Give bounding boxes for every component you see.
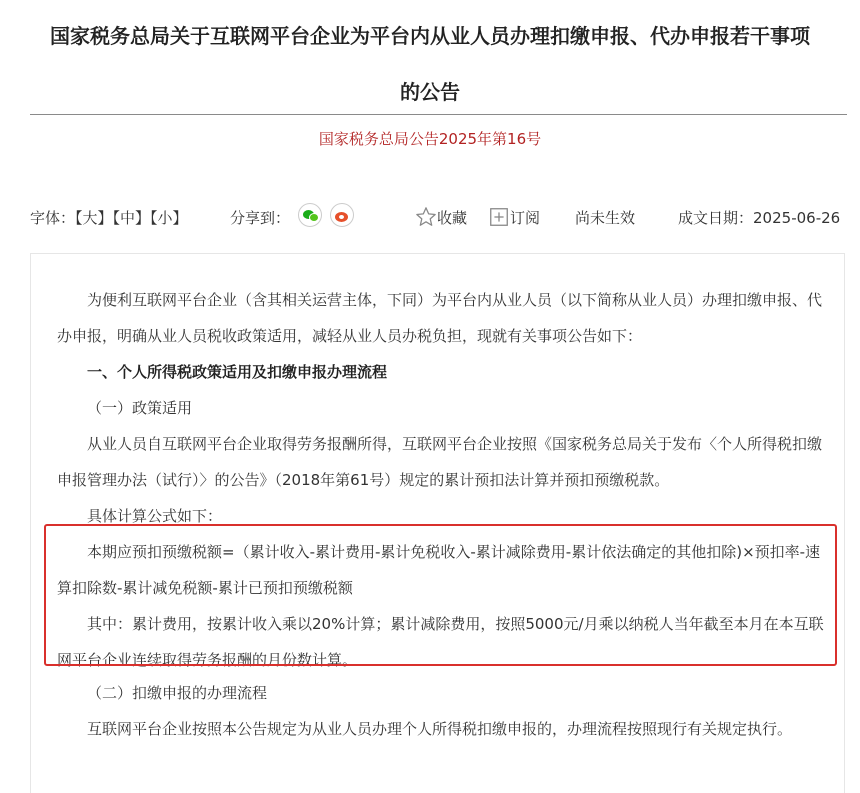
policy-paragraph: 从业人员自互联网平台企业取得劳务报酬所得，互联网平台企业按照《国家税务总局关于发布〈个人所得税扣缴申报管理办法（试行）〉的公告》（2018年第61号）规定的累计预扣法计算并预扣预缴税款。 <box>57 435 823 489</box>
font-size-large-button[interactable]: 【大】 <box>75 209 113 227</box>
subscribe-button[interactable] <box>488 203 540 233</box>
favorite-label: 收藏 <box>437 209 468 227</box>
weibo-icon[interactable] <box>330 203 354 227</box>
star-icon <box>415 206 437 228</box>
formula-paragraph: 本期应预扣预缴税额=（累计收入-累计费用-累计免税收入-累计减除费用-累计依法确定的其他扣除)×预扣率-速算扣除数-累计减免税额-累计已预扣预缴税额 <box>57 543 821 597</box>
article-title <box>0 8 860 120</box>
document-number: 国家税务总局公告2025年第16号 <box>318 130 542 148</box>
article-title-line1: 国家税务总局关于互联网平台企业为平台内从业人员办理扣缴申报、代办申报若干事项 <box>50 24 810 48</box>
formula-intro: 具体计算公式如下： <box>87 507 223 525</box>
font-size-label: 字体： <box>30 209 76 227</box>
formula-highlight-box <box>44 524 837 666</box>
issue-date-value: 2025-06-26 <box>753 209 841 227</box>
intro-paragraph: 为便利互联网平台企业（含其相关运营主体，下同）为平台内从业人员（以下简称从业人员）办理扣缴申报、代办申报，明确从业人员税收政策适用，减轻从业人员办税负担，现就有关事项公告如下： <box>57 291 823 345</box>
article-toolbar <box>30 203 850 233</box>
process-paragraph: 互联网平台企业按照本公告规定为从业人员办理个人所得税扣缴申报的，办理流程按照现行有关规定执行。 <box>87 720 793 738</box>
subsection-heading-policy: （一）政策适用 <box>87 399 193 417</box>
favorite-button[interactable] <box>415 203 467 233</box>
subsection-heading-process: （二）扣缴申报的办理流程 <box>87 684 268 702</box>
formula-notes-paragraph: 其中：累计费用，按累计收入乘以20%计算；累计减除费用，按照5000元/月乘以纳税人当年截至本月在本互联网平台企业连续取得劳务报酬的月份数计算。 <box>57 615 824 669</box>
plus-square-icon <box>488 206 510 228</box>
subscribe-label: 订阅 <box>510 209 541 227</box>
issue-date-label: 成文日期： <box>678 209 754 227</box>
article-title-line2: 的公告 <box>400 80 460 104</box>
title-divider <box>30 114 847 115</box>
font-size-small-button[interactable]: 【小】 <box>150 209 188 227</box>
font-size-medium-button[interactable]: 【中】 <box>112 209 151 227</box>
effective-status: 尚未生效 <box>575 209 636 227</box>
font-size-control <box>30 203 188 233</box>
share-label: 分享到： <box>230 209 291 227</box>
issue-date <box>678 203 840 233</box>
wechat-icon[interactable] <box>298 203 322 227</box>
section-heading-1: 一、个人所得税政策适用及扣缴申报办理流程 <box>87 363 388 381</box>
